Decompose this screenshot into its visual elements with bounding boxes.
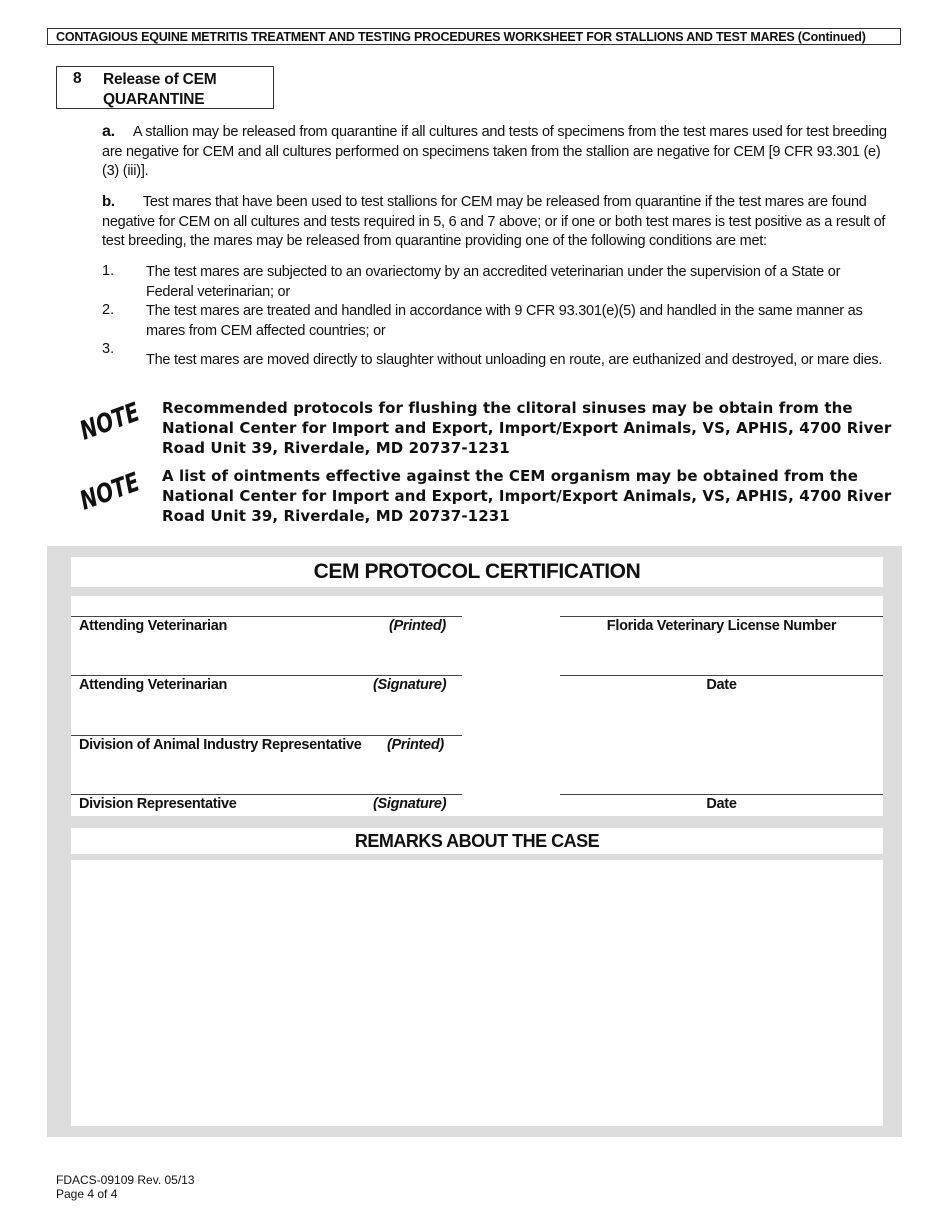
paragraph-a (102, 122, 892, 182)
remarks-textarea[interactable] (71, 860, 883, 1126)
page-number: Page 4 of 4 (56, 1187, 118, 1201)
field-label: Division Representative (79, 796, 237, 812)
section-number: 8 (73, 70, 82, 87)
field-qualifier: (Printed) (389, 618, 446, 634)
section-title-line1: Release of CEM (103, 71, 217, 88)
note-icon-label: NOTE (75, 467, 144, 517)
condition-number: 1. (102, 263, 115, 279)
note-icon-label: NOTE (75, 397, 144, 447)
condition-number: 3. (102, 341, 115, 357)
field-label: Division of Animal Industry Representative (79, 737, 362, 753)
field-label: Date (706, 796, 737, 812)
paragraph-a-text: A stallion may be released from quarantine if all cultures and tests of specimens from the test mares used for test breeding are negative for CEM and all cultures performed on specimens taken from the stallion are negative for CEM [9 CFR 93.301 (e)(3) (iii)]. (102, 124, 887, 179)
signature-line[interactable] (71, 735, 462, 736)
section-title-line2: QUARANTINE (103, 91, 205, 108)
note-icon (75, 397, 144, 447)
section-title (103, 70, 263, 110)
signature-line[interactable] (71, 794, 462, 795)
condition-text: The test mares are treated and handled in accordance with 9 CFR 93.301(e)(5) and handled in the same manner as mares from CEM affected countries; or (146, 303, 863, 339)
section-heading-box (56, 66, 274, 109)
date-line[interactable] (560, 675, 883, 676)
license-number-line[interactable] (560, 616, 883, 617)
signature-line[interactable] (71, 616, 462, 617)
field-qualifier: (Signature) (373, 796, 447, 812)
paragraph-a-label: a. (102, 123, 115, 140)
form-header-title: CONTAGIOUS EQUINE METRITIS TREATMENT AND TESTING PROCEDURES WORKSHEET FOR STALLIONS AND TEST MARES (Continued) (47, 28, 901, 45)
date-line[interactable] (560, 794, 883, 795)
paragraph-b-label: b. (102, 193, 115, 210)
condition-text: The test mares are subjected to an ovariectomy by an accredited veterinarian under the supervision of a State or Federal veterinarian; or (146, 264, 841, 300)
note-text: A list of ointments effective against the CEM organism may be obtained from the National Center for Import and Export, Import/Export Animals, VS, APHIS, 4700 River Road Unit 39, Riverdale, MD 20737-1231 (162, 467, 892, 525)
remarks-title: REMARKS ABOUT THE CASE (71, 828, 883, 854)
condition-text: The test mares are moved directly to slaughter without unloading en route, are euthanized and destroyed, or mare dies. (146, 352, 883, 368)
paragraph-b-text: Test mares that have been used to test stallions for CEM may be released from quarantine if the test mares are found negative for CEM on all cultures and tests required in 5, 6 and 7 above; or if one or both test mares is test positive as a result of test breeding, the mares may be released from quarantine providing one of the following conditions are met: (102, 194, 886, 249)
certification-title: CEM PROTOCOL CERTIFICATION (313, 560, 641, 583)
field-label: Date (706, 677, 737, 693)
field-label: Attending Veterinarian (79, 677, 228, 693)
paragraph-b (102, 192, 897, 252)
signature-line[interactable] (71, 675, 462, 676)
note-text: Recommended protocols for flushing the clitoral sinuses may be obtain from the National Center for Import and Export, Import/Export Animals, VS, APHIS, 4700 River Road Unit 39, Riverdale, MD 20737-1231 (162, 399, 892, 457)
field-qualifier: (Signature) (373, 677, 447, 693)
field-label: Florida Veterinary License Number (606, 618, 837, 634)
note-icon (75, 467, 144, 517)
panel-divider (71, 816, 883, 828)
form-id: FDACS-09109 Rev. 05/13 (56, 1173, 195, 1187)
condition-number: 2. (102, 302, 115, 318)
field-qualifier: (Printed) (387, 737, 444, 753)
field-label: Attending Veterinarian (79, 618, 228, 634)
